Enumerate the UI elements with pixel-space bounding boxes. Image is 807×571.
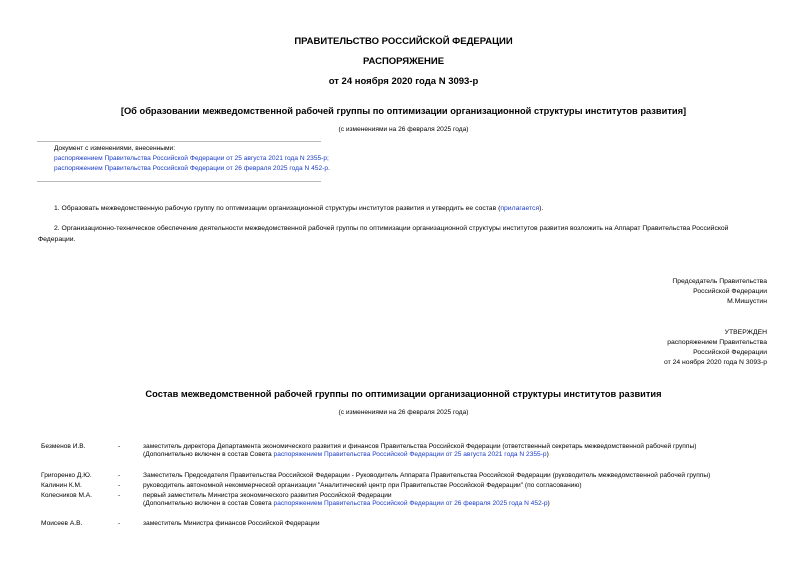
signature-name: М.Мишустин [727,298,767,305]
member-dash: - [118,472,121,479]
paragraph-1 [54,205,543,212]
member-note: (Дополнительно включен в состав Совета распоряжением Правительства Российской Федерации от 25 августа 2021 года N 2355-р) [143,451,549,459]
member-dash: - [118,520,121,527]
member-dash: - [118,482,121,489]
paragraph-2-line1: 2. Организационно-техническое обеспечение деятельности межведомственной рабочей группы по оптимизации организационной структуры институтов развития возложить на Аппарат Правительства Российской [54,225,729,232]
paragraph-1-text: 1. Образовать межведомственную рабочую группу по оптимизации организационной структуры институтов развития и утвердить ее состав ( [54,205,501,212]
member-role [143,443,783,459]
member-dash: - [118,443,121,450]
change-link-2025[interactable]: распоряжением Правительства Российской Федерации от 26 февраля 2025 года N 452-р. [54,165,330,172]
member-note-link[interactable]: распоряжением Правительства Российской Федерации от 26 февраля 2025 года N 452-р [273,500,548,508]
composition-revision: (с изменениями на 26 февраля 2025 года) [338,409,469,416]
member-name: Калинин К.М. [41,482,82,489]
member-role [143,492,783,508]
member-role: Заместитель Председателя Правительства Российской Федерации - Руководитель Аппарата Правительства Российской Федерации (руководитель межведомственной рабочей группы) [143,472,711,479]
government-heading: ПРАВИТЕЛЬСТВО РОССИЙСКОЙ ФЕДЕРАЦИИ [294,36,513,47]
member-role-text: заместитель директора Департамента экономического развития и финансов Правительства Российской Федерации (ответственный секретарь межведомственной рабочей группы) [143,443,697,450]
member-note-link[interactable]: распоряжением Правительства Российской Федерации от 25 августа 2021 года N 2355-р [273,451,547,459]
signature-block [672,277,767,307]
approved-by: распоряжением Правительства [667,339,767,346]
member-name: Моисеев А.В. [41,520,83,527]
member-dash: - [118,492,121,499]
member-role: заместитель Министра финансов Российской Федерации [143,520,320,527]
revision-note: (с изменениями на 26 февраля 2025 года) [338,126,469,133]
change-link-2021[interactable]: распоряжением Правительства Российской Федерации от 25 августа 2021 года N 2355-р; [54,155,329,162]
member-note: (Дополнительно включен в состав Совета распоряжением Правительства Российской Федерации от 26 февраля 2025 года N 452-р) [143,500,550,508]
paragraph-2-line2: Федерации. [38,236,76,243]
composition-title: Состав межведомственной рабочей группы по оптимизации организационной структуры институтов развития [145,389,662,399]
member-role-text: первый заместитель Министра экономического развития Российской Федерации [143,492,392,499]
approved-date: от 24 ноября 2020 года N 3093-р [663,359,767,366]
signature-org: Российской Федерации [693,288,767,295]
attachment-link[interactable]: прилагается [500,205,540,212]
approved-org: Российской Федерации [693,349,767,356]
doc-type-heading: РАСПОРЯЖЕНИЕ [362,56,445,67]
member-name: Григоренко Д.Ю. [41,472,92,479]
date-number: от 24 ноября 2020 года N 3093-р [328,76,479,87]
member-name: Безменов И.В. [41,443,86,450]
member-role: руководитель автономной некоммерческой организации "Аналитический центр при Правительстве Российской Федерации" (по согласованию) [143,482,582,489]
approved-heading: УТВЕРЖДЕН [724,329,767,336]
member-name: Колесников М.А. [41,492,93,499]
changes-divider-bottom [37,181,321,182]
paragraph-1-end: ). [539,205,544,212]
changes-intro: Документ с изменениями, внесенными: [54,145,176,152]
document-title: [Об образовании межведомственной рабочей группы по оптимизации организационной структуры институтов развития] [120,106,687,116]
approved-block [664,328,767,368]
changes-divider-top [37,141,321,142]
signature-position: Председатель Правительства [672,278,767,285]
